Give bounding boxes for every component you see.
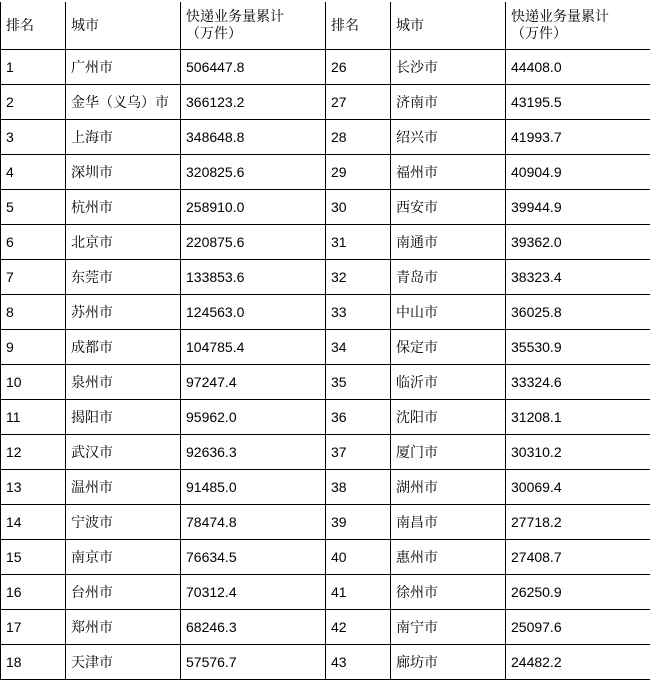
volume-cell-left: 258910.0 [181, 190, 326, 225]
city-cell-left: 天津市 [66, 645, 181, 680]
volume-cell-right: 40904.9 [506, 155, 650, 190]
table-row [1, 260, 650, 295]
city-cell-right: 南宁市 [391, 610, 506, 645]
column-header-rank-left [1, 1, 66, 50]
city-cell-right: 徐州市 [391, 575, 506, 610]
rank-cell-right: 40 [326, 540, 391, 575]
city-cell-left: 东莞市 [66, 260, 181, 295]
rank-cell-right: 32 [326, 260, 391, 295]
rank-cell-left: 13 [1, 470, 66, 505]
table-row [1, 575, 650, 610]
volume-cell-right: 30310.2 [506, 435, 650, 470]
rank-cell-left: 1 [1, 50, 66, 85]
volume-cell-left: 133853.6 [181, 260, 326, 295]
volume-cell-left: 124563.0 [181, 295, 326, 330]
header-label-rank-left: 排名 [6, 17, 61, 34]
city-cell-left: 苏州市 [66, 295, 181, 330]
rank-cell-left: 2 [1, 85, 66, 120]
volume-cell-right: 39362.0 [506, 225, 650, 260]
rank-cell-right: 36 [326, 400, 391, 435]
rank-cell-right: 26 [326, 50, 391, 85]
volume-cell-right: 24482.2 [506, 645, 650, 680]
rank-cell-right: 42 [326, 610, 391, 645]
table-row [1, 225, 650, 260]
city-cell-right: 南昌市 [391, 505, 506, 540]
rank-cell-left: 6 [1, 225, 66, 260]
volume-cell-right: 27408.7 [506, 540, 650, 575]
volume-cell-right: 33324.6 [506, 365, 650, 400]
city-cell-left: 广州市 [66, 50, 181, 85]
volume-cell-right: 26250.9 [506, 575, 650, 610]
rank-cell-right: 35 [326, 365, 391, 400]
city-cell-right: 湖州市 [391, 470, 506, 505]
city-cell-right: 济南市 [391, 85, 506, 120]
rank-cell-left: 3 [1, 120, 66, 155]
city-cell-left: 宁波市 [66, 505, 181, 540]
volume-cell-left: 220875.6 [181, 225, 326, 260]
header-label-volume-left-line2: （万件） [186, 25, 321, 42]
volume-cell-left: 68246.3 [181, 610, 326, 645]
rank-cell-left: 5 [1, 190, 66, 225]
rank-cell-left: 9 [1, 330, 66, 365]
city-cell-right: 廊坊市 [391, 645, 506, 680]
header-label-volume-right-line2: （万件） [511, 25, 646, 42]
volume-cell-left: 76634.5 [181, 540, 326, 575]
table-row [1, 365, 650, 400]
city-cell-right: 西安市 [391, 190, 506, 225]
city-cell-left: 南京市 [66, 540, 181, 575]
table-row [1, 400, 650, 435]
volume-cell-left: 70312.4 [181, 575, 326, 610]
volume-cell-right: 25097.6 [506, 610, 650, 645]
header-label-volume-left-line1: 快递业务量累计 [186, 8, 321, 25]
rank-cell-left: 7 [1, 260, 66, 295]
rank-cell-left: 12 [1, 435, 66, 470]
volume-cell-left: 320825.6 [181, 155, 326, 190]
table-row [1, 540, 650, 575]
city-cell-left: 深圳市 [66, 155, 181, 190]
city-cell-left: 武汉市 [66, 435, 181, 470]
volume-cell-right: 36025.8 [506, 295, 650, 330]
rank-cell-right: 31 [326, 225, 391, 260]
table-row [1, 470, 650, 505]
city-cell-right: 沈阳市 [391, 400, 506, 435]
table-row [1, 435, 650, 470]
volume-cell-left: 92636.3 [181, 435, 326, 470]
table-row [1, 155, 650, 190]
volume-cell-left: 506447.8 [181, 50, 326, 85]
header-row [1, 1, 650, 50]
column-header-rank-right [326, 1, 391, 50]
city-cell-left: 郑州市 [66, 610, 181, 645]
city-cell-right: 临沂市 [391, 365, 506, 400]
volume-cell-right: 31208.1 [506, 400, 650, 435]
volume-cell-right: 44408.0 [506, 50, 650, 85]
volume-cell-right: 35530.9 [506, 330, 650, 365]
rank-cell-right: 43 [326, 645, 391, 680]
volume-cell-right: 30069.4 [506, 470, 650, 505]
volume-cell-left: 57576.7 [181, 645, 326, 680]
city-cell-left: 上海市 [66, 120, 181, 155]
volume-cell-left: 366123.2 [181, 85, 326, 120]
rank-cell-left: 4 [1, 155, 66, 190]
city-cell-right: 中山市 [391, 295, 506, 330]
city-cell-left: 台州市 [66, 575, 181, 610]
table-row [1, 85, 650, 120]
volume-cell-right: 38323.4 [506, 260, 650, 295]
volume-cell-left: 97247.4 [181, 365, 326, 400]
rank-cell-left: 16 [1, 575, 66, 610]
table-row [1, 610, 650, 645]
city-cell-right: 厦门市 [391, 435, 506, 470]
city-cell-right: 惠州市 [391, 540, 506, 575]
table-row [1, 190, 650, 225]
city-cell-left: 揭阳市 [66, 400, 181, 435]
rank-cell-right: 33 [326, 295, 391, 330]
volume-cell-right: 39944.9 [506, 190, 650, 225]
city-cell-left: 杭州市 [66, 190, 181, 225]
rank-cell-right: 29 [326, 155, 391, 190]
volume-cell-right: 41993.7 [506, 120, 650, 155]
table-header [1, 1, 650, 50]
rank-cell-left: 18 [1, 645, 66, 680]
city-cell-left: 泉州市 [66, 365, 181, 400]
rank-cell-right: 30 [326, 190, 391, 225]
rank-cell-left: 17 [1, 610, 66, 645]
table-body [1, 50, 650, 680]
header-label-volume-right-line1: 快递业务量累计 [511, 8, 646, 25]
column-header-volume-right [506, 1, 650, 50]
rank-cell-right: 28 [326, 120, 391, 155]
city-cell-right: 长沙市 [391, 50, 506, 85]
table-row [1, 505, 650, 540]
rank-cell-left: 15 [1, 540, 66, 575]
volume-cell-left: 104785.4 [181, 330, 326, 365]
header-label-city-right: 城市 [396, 17, 501, 34]
table-row [1, 645, 650, 680]
sheet-top-edge [0, 0, 650, 2]
city-cell-left: 北京市 [66, 225, 181, 260]
rank-cell-left: 14 [1, 505, 66, 540]
volume-cell-right: 43195.5 [506, 85, 650, 120]
volume-cell-left: 91485.0 [181, 470, 326, 505]
volume-cell-left: 78474.8 [181, 505, 326, 540]
table-row [1, 330, 650, 365]
column-header-city-left [66, 1, 181, 50]
city-cell-right: 南通市 [391, 225, 506, 260]
rank-cell-right: 38 [326, 470, 391, 505]
volume-cell-right: 27718.2 [506, 505, 650, 540]
city-cell-right: 青岛市 [391, 260, 506, 295]
rank-cell-left: 11 [1, 400, 66, 435]
city-cell-left: 金华（义乌）市 [66, 85, 181, 120]
rank-cell-left: 10 [1, 365, 66, 400]
city-cell-left: 温州市 [66, 470, 181, 505]
volume-cell-left: 95962.0 [181, 400, 326, 435]
column-header-city-right [391, 1, 506, 50]
rank-cell-right: 41 [326, 575, 391, 610]
rank-cell-right: 37 [326, 435, 391, 470]
table-row [1, 120, 650, 155]
column-header-volume-left [181, 1, 326, 50]
table-row [1, 50, 650, 85]
header-label-city-left: 城市 [71, 17, 176, 34]
city-cell-left: 成都市 [66, 330, 181, 365]
rank-cell-right: 34 [326, 330, 391, 365]
rank-cell-left: 8 [1, 295, 66, 330]
city-cell-right: 绍兴市 [391, 120, 506, 155]
volume-cell-left: 348648.8 [181, 120, 326, 155]
city-cell-right: 保定市 [391, 330, 506, 365]
table-row [1, 295, 650, 330]
header-label-rank-right: 排名 [331, 17, 386, 34]
rank-cell-right: 27 [326, 85, 391, 120]
rank-cell-right: 39 [326, 505, 391, 540]
city-cell-right: 福州市 [391, 155, 506, 190]
